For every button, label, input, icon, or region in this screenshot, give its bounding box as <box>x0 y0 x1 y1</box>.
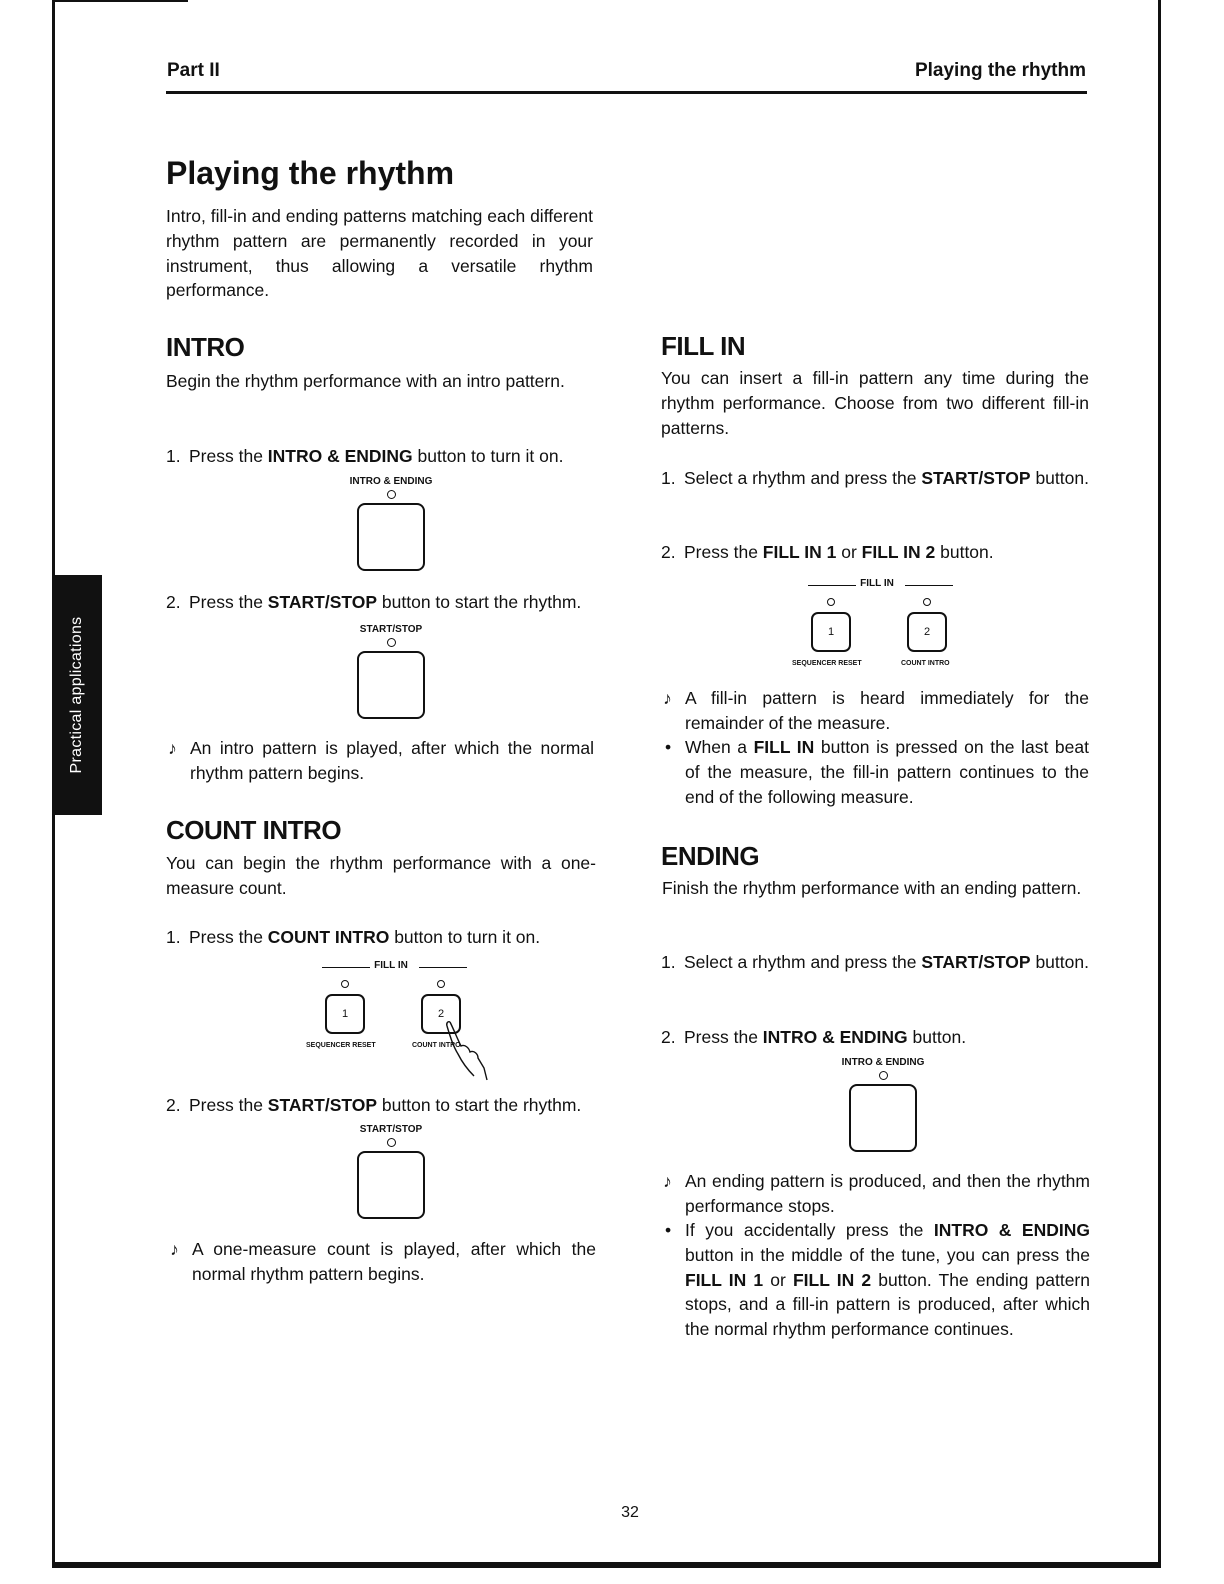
led-indicator <box>387 638 396 647</box>
intro-step-2 <box>166 590 594 615</box>
step-number: 2. <box>166 1095 181 1115</box>
header-part: Part II <box>167 60 220 81</box>
step-number: 1. <box>166 927 181 947</box>
ending-note <box>663 1169 1090 1219</box>
count-intro-step-1 <box>166 925 596 950</box>
step-text: button to start the rhythm. <box>377 1095 582 1115</box>
sequencer-reset-label: SEQUENCER RESET <box>792 660 862 667</box>
step-key: START/STOP <box>921 468 1031 488</box>
note-icon: ♪ <box>168 738 177 758</box>
step-text: Press the <box>189 1095 268 1115</box>
note-text: An intro pattern is played, after which the normal rhythm pattern begins. <box>190 738 594 783</box>
step-key: FILL IN 1 <box>762 542 837 562</box>
ending-step-2 <box>661 1025 1090 1050</box>
button-label: START/STOP <box>359 624 423 635</box>
fill-in-1-button[interactable]: 1 <box>811 612 851 652</box>
bullet-text: If you accidentally press the <box>685 1220 934 1240</box>
led-indicator <box>879 1071 888 1080</box>
bullet-icon: • <box>665 1220 672 1240</box>
led-indicator <box>387 1138 396 1147</box>
led-indicator <box>387 490 396 499</box>
intro-ending-button[interactable] <box>841 1057 925 1152</box>
button-key[interactable] <box>849 1084 917 1152</box>
count-intro-step-2 <box>166 1093 596 1118</box>
intro-heading: INTRO <box>166 332 245 362</box>
intro-ending-button[interactable] <box>349 476 433 571</box>
header-section: Playing the rhythm <box>914 60 1086 81</box>
caption-line <box>419 967 467 968</box>
button-label: INTRO & ENDING <box>841 1057 925 1068</box>
bullet-key: FILL IN 1 <box>685 1269 764 1290</box>
sequencer-reset-label: SEQUENCER RESET <box>306 1042 376 1049</box>
step-text: button. <box>935 542 994 562</box>
ending-text: Finish the rhythm performance with an ending pattern. <box>662 878 1082 898</box>
fill-in-2-button[interactable]: 2 <box>907 612 947 652</box>
step-key: START/STOP <box>921 952 1031 972</box>
count-intro-note <box>170 1237 596 1287</box>
count-intro-text: You can begin the rhythm performance with a one-measure count. <box>166 853 596 898</box>
fill-in-caption: FILL IN <box>374 960 408 971</box>
step-text: Press the <box>189 927 268 947</box>
bullet-icon: • <box>665 737 672 757</box>
fill-in-1-button[interactable]: 1 <box>325 994 365 1034</box>
bullet-text: or <box>763 1269 793 1290</box>
step-key: START/STOP <box>267 1095 378 1115</box>
step-number: 1. <box>661 468 676 488</box>
intro-step-1 <box>166 444 594 469</box>
button-label: INTRO & ENDING <box>349 476 433 487</box>
fill-in-caption: FILL IN <box>860 578 894 589</box>
bullet-text: button. The ending pattern stops, and a fill-in pattern is produced, after which the normal rhythm performance continues. <box>685 1269 1090 1340</box>
ending-step-1 <box>661 950 1090 975</box>
note-text: A one-measure count is played, after which the normal rhythm pattern begins. <box>192 1239 596 1284</box>
scan-edge-bottom <box>52 1562 1161 1568</box>
step-text: Press the <box>189 446 268 466</box>
fill-in-step-1 <box>661 466 1089 491</box>
step-text: Press the <box>684 542 763 562</box>
ending-bullet <box>663 1218 1090 1342</box>
bullet-key: FILL IN <box>753 737 815 757</box>
step-text: Press the <box>684 1027 763 1047</box>
fill-in-heading: FILL IN <box>661 331 746 361</box>
page-title: Playing the rhythm <box>166 155 455 191</box>
button-key[interactable] <box>357 651 425 719</box>
start-stop-button[interactable] <box>357 624 425 719</box>
side-tab <box>52 575 102 815</box>
scan-edge-top <box>52 0 188 2</box>
step-number: 2. <box>661 542 676 562</box>
bullet-text: button in the middle of the tune, you can press the <box>685 1244 1090 1265</box>
led-indicator <box>341 980 349 988</box>
step-text: button to start the rhythm. <box>377 592 582 612</box>
step-number: 2. <box>166 592 181 612</box>
fill-in-text: You can insert a fill-in pattern any time during the rhythm performance. Choose from two different fill-in patterns. <box>661 368 1089 438</box>
fill-in-2-button[interactable]: 2 <box>421 994 461 1034</box>
led-indicator <box>827 598 835 606</box>
count-intro-fill-in-panel <box>306 960 476 1070</box>
note-icon: ♪ <box>663 688 672 708</box>
step-text: button. <box>907 1027 967 1047</box>
button-label: START/STOP <box>359 1124 423 1135</box>
fill-in-note <box>663 686 1089 736</box>
intro-paragraph: Intro, fill-in and ending patterns matching each different rhythm pattern are permanently recorded in your instrument, thus allowing a versatile rhythm performance. <box>166 206 593 301</box>
step-number: 1. <box>661 952 676 972</box>
count-intro-label: COUNT INTRO <box>412 1042 461 1049</box>
step-number: 1. <box>166 446 181 466</box>
count-intro-label: COUNT INTRO <box>901 660 950 667</box>
step-number: 2. <box>661 1027 676 1047</box>
start-stop-button[interactable] <box>357 1124 425 1219</box>
bullet-key: INTRO & ENDING <box>933 1220 1090 1240</box>
led-indicator <box>923 598 931 606</box>
header-rule <box>166 91 1087 94</box>
note-text: A fill-in pattern is heard immediately for the remainder of the measure. <box>685 688 1089 733</box>
note-icon: ♪ <box>170 1239 179 1259</box>
step-text: Select a rhythm and press the <box>684 468 922 488</box>
button-key[interactable] <box>357 503 425 571</box>
step-key: START/STOP <box>267 592 378 612</box>
step-text: or <box>836 542 862 562</box>
step-key: INTRO & ENDING <box>267 446 413 466</box>
note-icon: ♪ <box>663 1171 672 1191</box>
led-indicator <box>437 980 445 988</box>
fill-in-bullet <box>663 735 1089 809</box>
ending-heading: ENDING <box>661 841 760 871</box>
step-text: button. <box>1030 468 1089 488</box>
step-text: Press the <box>189 592 268 612</box>
step-text: button to turn it on. <box>389 927 541 947</box>
step-key: COUNT INTRO <box>267 927 390 947</box>
pressing-finger-icon <box>444 1018 496 1086</box>
step-text: button. <box>1030 952 1089 972</box>
count-intro-heading: COUNT INTRO <box>166 815 342 845</box>
bullet-text: button is pressed on the last beat of the measure, the fill-in pattern continues to the end of the following measure. <box>685 737 1089 807</box>
step-key: FILL IN 2 <box>861 542 936 562</box>
bullet-key: FILL IN 2 <box>792 1269 872 1290</box>
caption-line <box>905 585 953 586</box>
note-text: An ending pattern is produced, and then the rhythm performance stops. <box>685 1171 1090 1216</box>
intro-note <box>168 736 594 786</box>
fill-in-step-2 <box>661 540 1089 565</box>
side-tab-label: Practical applications <box>68 616 85 774</box>
scan-edge-right <box>1158 0 1161 1568</box>
step-key: INTRO & ENDING <box>762 1027 908 1047</box>
page-number: 32 <box>621 1504 639 1521</box>
step-text: button to turn it on. <box>412 446 564 466</box>
bullet-text: When a <box>685 737 754 757</box>
fill-in-panel <box>792 578 962 688</box>
button-key[interactable] <box>357 1151 425 1219</box>
intro-text: Begin the rhythm performance with an intro pattern. <box>166 371 565 391</box>
step-text: Select a rhythm and press the <box>684 952 922 972</box>
